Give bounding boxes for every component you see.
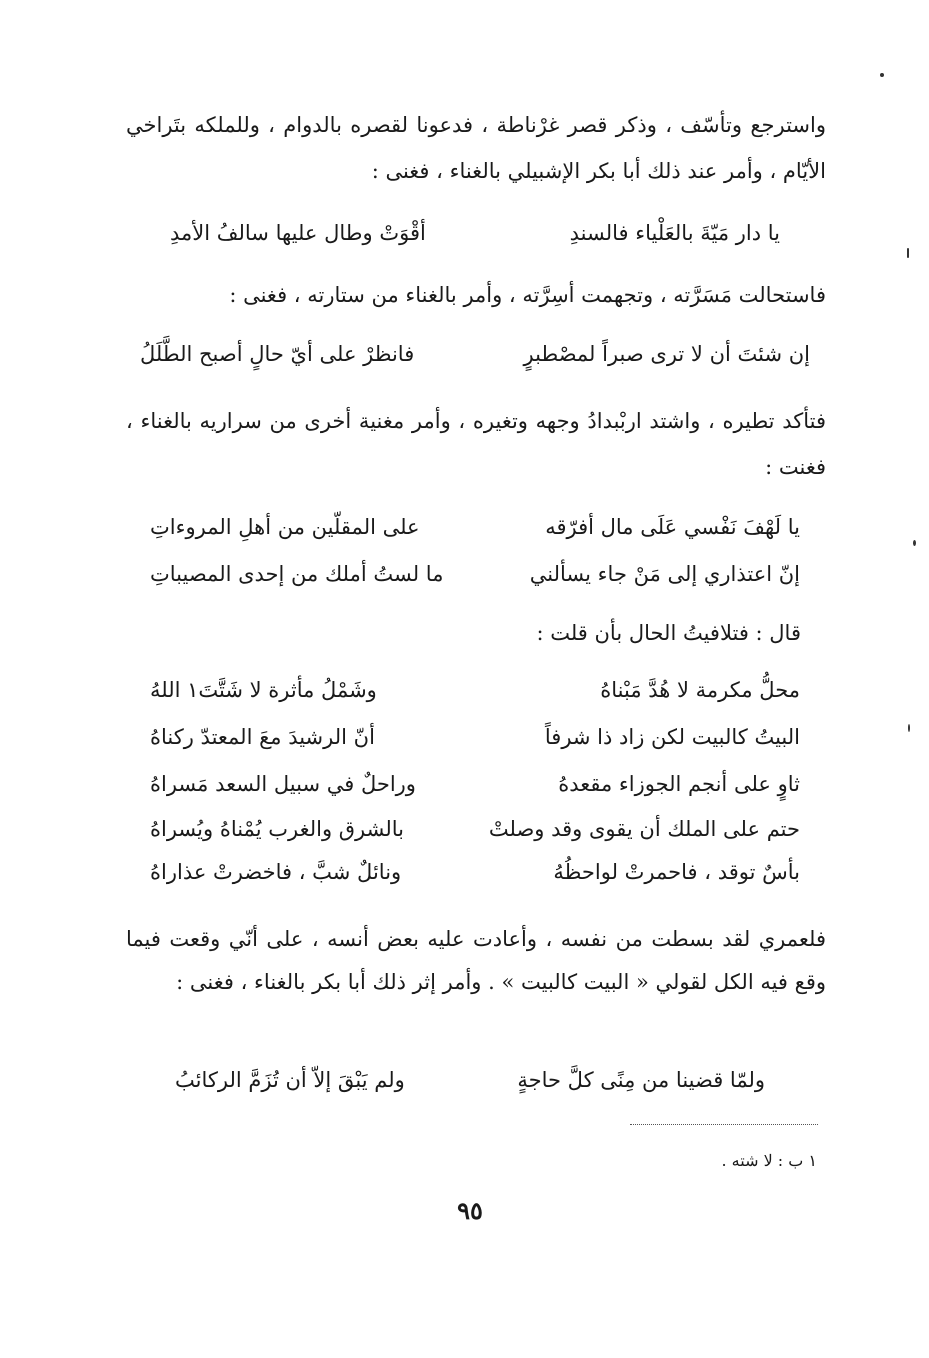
paragraph-5: فلعمري لقد بسطت من نفسه ، وأعادت عليه بعض أنسه ، على أنّي وقعت فيما وقع فيه الكل لقولي « البيت كالبيت » . وأمر إثر ذلك أبا بكر بالغناء ، فغنى : bbox=[126, 927, 826, 994]
paragraph-2: فاستحالت مَسَرَّته ، وتجهمت أسِرَّته ، وأمر بالغناء من ستارته ، فغنى : bbox=[229, 283, 826, 307]
verse-hemistich-first: يا دار مَيّةَ بالعَلْياء فالسندِ bbox=[569, 221, 780, 245]
verse-hemistich-second: فانظرْ على أيّ حالٍ أصبح الطَّلَلُ bbox=[140, 342, 415, 366]
verse-hemistich-first: إنّ اعتذاري إلى مَنْ جاء يسألني bbox=[529, 562, 800, 586]
verse-hemistich-second: ولم يَبْقَ إلاّ أن تُزَمَّ الركائبُ bbox=[175, 1068, 405, 1092]
verse-hemistich-first: بأسٌ توقد ، فاحمرتْ لواحظُهُ bbox=[553, 860, 800, 884]
footnote-rule bbox=[630, 1124, 818, 1125]
verse-hemistich-first: يا لَهْفَ نَفْسي عَلَى مال أفرّقه bbox=[545, 515, 800, 539]
verse-hemistich-second: بالشرق والغرب يُمْناهُ ويُسراهُ bbox=[150, 817, 405, 841]
verse-line bbox=[150, 723, 800, 751]
verse-line bbox=[150, 815, 800, 843]
verse-hemistich-second: ونائلٌ شبَّ ، فاخضرتْ عذاراهُ bbox=[150, 860, 402, 884]
paragraph-4: قال : فتلافيتُ الحال بأن قلت : bbox=[536, 621, 801, 645]
verse-line-1 bbox=[170, 219, 780, 247]
verse-hemistich-second: أنّ الرشيدَ معَ المعتدّ ركناهُ bbox=[150, 725, 375, 749]
verse-line-2 bbox=[140, 340, 810, 368]
verse-hemistich-second: أقْوَتْ وطال عليها سالفُ الأمدِ bbox=[170, 221, 426, 245]
verse-hemistich-second: ما لستُ أملك من إحدى المصيباتِ bbox=[150, 562, 444, 586]
verse-hemistich-second: وشَمْلُ مأثرة لا شَتَّتَ١ اللهُ bbox=[150, 678, 377, 702]
verse-line bbox=[150, 858, 800, 886]
paragraph-1: واسترجع وتأسّف ، وذكر قصر غرْناطة ، فدعونا لقصره بالدوام ، وللملكه بتَراخي الأيّام ، وأمر عند ذلك أبا بكر الإشبيلي بالغناء ، فغنى : bbox=[126, 113, 826, 183]
scan-speck bbox=[908, 724, 910, 732]
verse-hemistich-first: إن شئتَ أن لا ترى صبراً لمصْطبرٍ bbox=[523, 342, 810, 366]
verse-hemistich-first: البيتُ كالبيت لكن زاد ذا شرفاً bbox=[544, 725, 800, 749]
scan-speck bbox=[880, 73, 884, 77]
verse-hemistich-first: ولمّا قضينا من مِنًى كلَّ حاجةٍ bbox=[517, 1068, 765, 1092]
footnote: ١ ب : لا شته . bbox=[721, 1151, 817, 1170]
verse-hemistich-first: حتم على الملك أن يقوى وقد وصلتْ bbox=[488, 817, 800, 841]
verse-line bbox=[150, 676, 800, 704]
verse-line bbox=[150, 770, 800, 798]
page-number: ٩٥ bbox=[457, 1196, 483, 1225]
verse-line-5 bbox=[175, 1066, 765, 1094]
paragraph-3: فتأكد تطيره ، واشتد اربْبدادُ وجهه وتغيره ، وأمر مغنية أخرى من سراريه بالغناء ، فغنت : bbox=[126, 409, 826, 479]
scan-speck bbox=[913, 540, 916, 546]
scan-speck bbox=[907, 248, 909, 258]
verse-hemistich-first: محلُّ مكرمة لا هُدَّ مَبْناهُ bbox=[600, 678, 800, 702]
verse-line bbox=[150, 513, 800, 541]
verse-hemistich-second: وراحلٌ في سبيل السعد مَسراهُ bbox=[150, 772, 416, 796]
verse-line bbox=[150, 560, 800, 588]
verse-hemistich-second: على المقلّين من أهلِ المروءاتِ bbox=[150, 515, 420, 539]
verse-hemistich-first: ثاوٍ على أنجم الجوزاء مقعدهُ bbox=[558, 772, 800, 796]
